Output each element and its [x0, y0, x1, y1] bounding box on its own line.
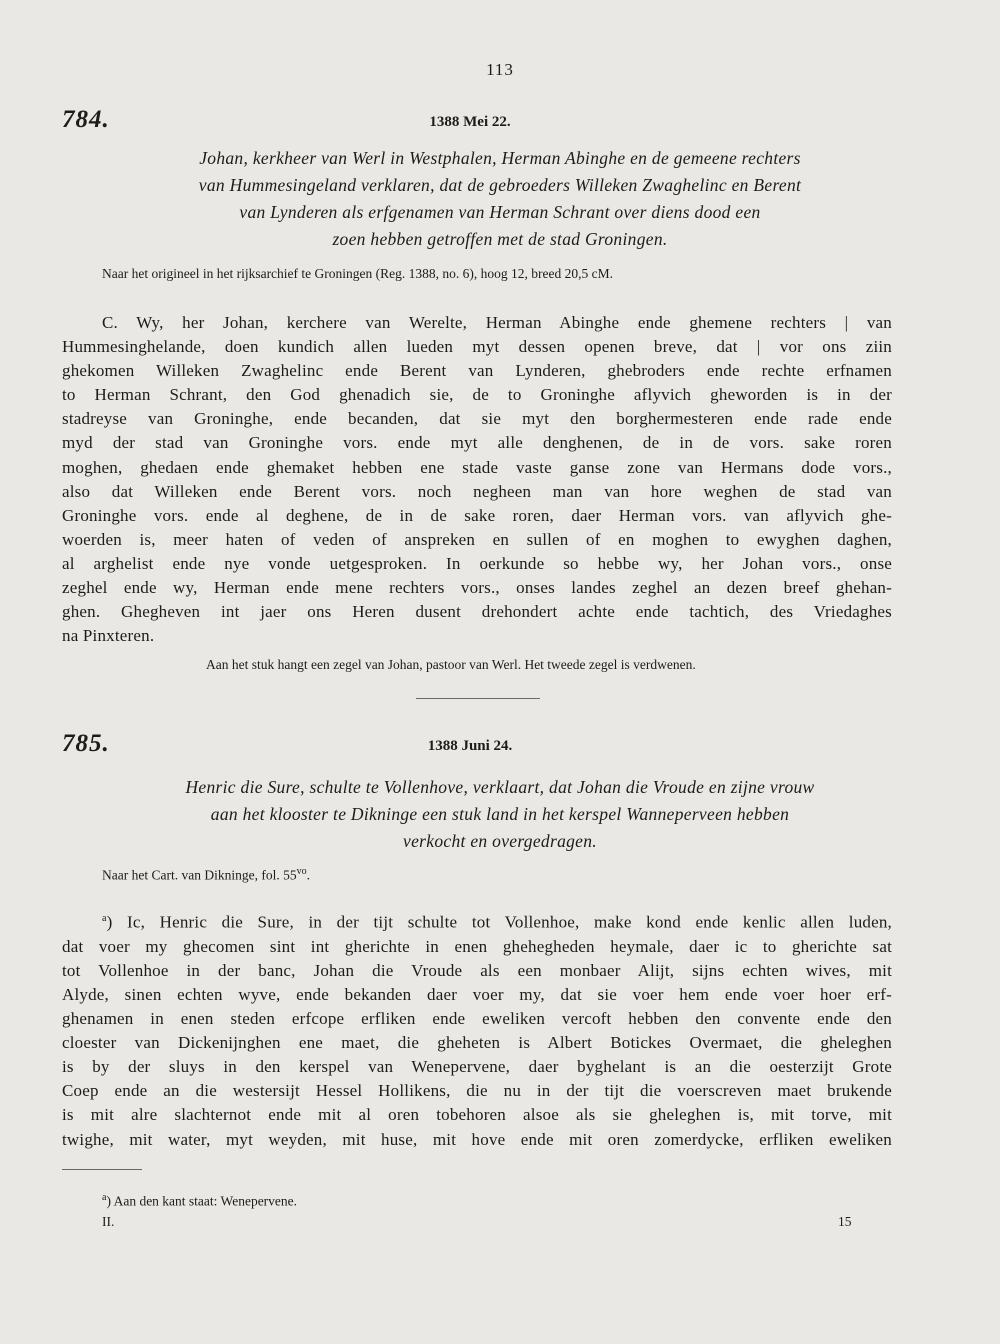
text-line: Groninghe vors. ende al deghene, de in de sake roren, daer Herman vors. van aflyvich ghe-: [62, 505, 892, 525]
text-line: C. Wy, her Johan, kerchere van Werelte, Herman Abinghe ende ghemene rechters | van: [102, 313, 892, 332]
footnote-text: ) Aan den kant staat: Wenepervene.: [106, 1193, 298, 1209]
text-line: dat voer my ghecomen sint int gherichte in enen ghehegheden heymale, daer ic to gherichte sat: [62, 936, 892, 956]
page-number: 113: [486, 60, 514, 79]
source-text: Naar het Cart. van Dikninge, fol. 55: [102, 867, 297, 883]
footnote-marker: a: [102, 913, 107, 924]
section-divider: [416, 698, 540, 699]
entry-date: 1388 Juni 24.: [427, 738, 513, 754]
regest-line: aan het klooster te Dikninge een stuk land in het kerspel Wanneperveen hebben: [210, 804, 790, 824]
text-line: Alyde, sinen echten wyve, ende bekanden daer voer my, dat sie voer hem ende voer hoer erf-: [62, 984, 892, 1004]
text-line: Coep ende an die westersijt Hessel Hollikens, die nu in der tijt die voerscreven maet brukende: [62, 1081, 892, 1101]
footnote-marker: a: [102, 1192, 107, 1203]
entry-date: 1388 Mei 22.: [429, 114, 511, 130]
source-superscript: vo: [296, 866, 307, 877]
regest-line: verkocht en overgedragen.: [403, 831, 597, 851]
entry-784-regest: [80, 145, 920, 253]
text-line: moghen, ghedaen ende ghemaket hebben ene stade vaste ganse zone van Hermans dode vors.,: [62, 457, 892, 477]
regest-line: zoen hebben getroffen met de stad Groningen.: [332, 229, 668, 249]
regest-line: van Hummesingeland verklaren, dat de gebroeders Willeken Zwaghelinc en Berent: [198, 175, 802, 195]
entry-number: 785.: [62, 730, 110, 757]
text-line: na Pinxteren.: [62, 626, 155, 646]
volume-mark: II.: [102, 1214, 115, 1229]
entry-785-source: [102, 862, 922, 886]
text-line: cloester van Dickenijnghen ene maet, die gheheten is Albert Botickes Overmaet, die gheleghen: [62, 1033, 892, 1053]
text-line: twighe, mit water, myt weyden, mit huse, mit hove ende mit oren zomerdycke, erfliken eweliken: [62, 1129, 892, 1149]
text-line: ghekomen Willeken Zwaghelinc ende Berent van Lynderen, ghebroders ende rechte erfnamen: [62, 361, 892, 381]
text-line: stadreyse van Groninghe, ende becanden, dat sie myt den borghermesteren ende rade ende: [62, 409, 892, 429]
signature-mark: 15: [838, 1214, 852, 1229]
text-line: Hummesinghelande, doen kundich allen lueden myt dessen openen breve, dat | vor ons ziin: [62, 337, 892, 357]
footnote: [102, 1192, 297, 1210]
entry-785-regest: [80, 774, 920, 855]
text-line: zeghel ende wy, Herman ende mene rechters vors., onses landes zeghel an dezen breef ghehan-: [62, 578, 892, 598]
entry-784-source: Naar het origineel in het rijksarchief te Groningen (Reg. 1388, no. 6), hoog 12, breed 20,5 cM.: [102, 266, 613, 281]
entry-number: 784.: [62, 106, 110, 133]
text-line: woerden is, meer haten of veden of anspreken en sullen of en moghen to ewyghen daghen,: [62, 529, 892, 549]
regest-line: Henric die Sure, schulte te Vollenhove, verklaart, dat Johan die Vroude en zijne vrouw: [185, 777, 815, 797]
text-line-content: ) Ic, Henric die Sure, in der tijt schulte tot Vollenhoe, make kond ende kenlic allen luden,: [106, 912, 892, 932]
regest-line: van Lynderen als erfgenamen van Herman Schrant over diens dood een: [239, 202, 761, 222]
text-line: ghen. Ghegheven int jaer ons Heren dusent drehondert achte ende tachtich, des Vriedaghes: [62, 602, 892, 622]
text-line: ghenamen in enen steden erfcope erfliken ende eweliken vercoft hebben den convente ende den: [62, 1009, 892, 1029]
footnote-rule: [62, 1169, 142, 1170]
source-end: .: [306, 867, 310, 883]
text-line: tot Vollenhoe in der banc, Johan die Vroude als een monbaer Alijt, sijns echten wives, mit: [62, 960, 892, 980]
regest-line: Johan, kerkheer van Werl in Westphalen, Herman Abinghe en de gemeene rechters: [199, 148, 801, 168]
entry-784-seal-note: Aan het stuk hangt een zegel van Johan, pastoor van Werl. Het tweede zegel is verdwenen.: [206, 657, 696, 672]
text-line: is by der sluys in den kerspel van Wenepervene, daer byghelant is an die oesterzijt Grote: [62, 1057, 892, 1077]
text-line: [62, 907, 892, 935]
text-line: to Herman Schrant, den God ghenadich sie, de to Groninghe aflyvich gheworden is in der: [62, 385, 892, 405]
text-line: is mit alre slachternot ende mit al oren tobehoren alsoe als sie gheleghen is, mit torve, mit: [62, 1105, 892, 1125]
text-line: al arghelist ende nye vonde uetgesproken. In oerkunde so hebbe wy, her Johan vors., onse: [62, 553, 892, 573]
entry-785-text: [62, 907, 892, 1152]
entry-784-text: [62, 311, 892, 648]
text-line: also dat Willeken ende Berent vors. noch negheen man van hore weghen de stad van: [62, 481, 892, 501]
text-line: myd der stad van Groninghe vors. ende myt alle denghenen, de in de vors. sake roren: [62, 433, 892, 453]
